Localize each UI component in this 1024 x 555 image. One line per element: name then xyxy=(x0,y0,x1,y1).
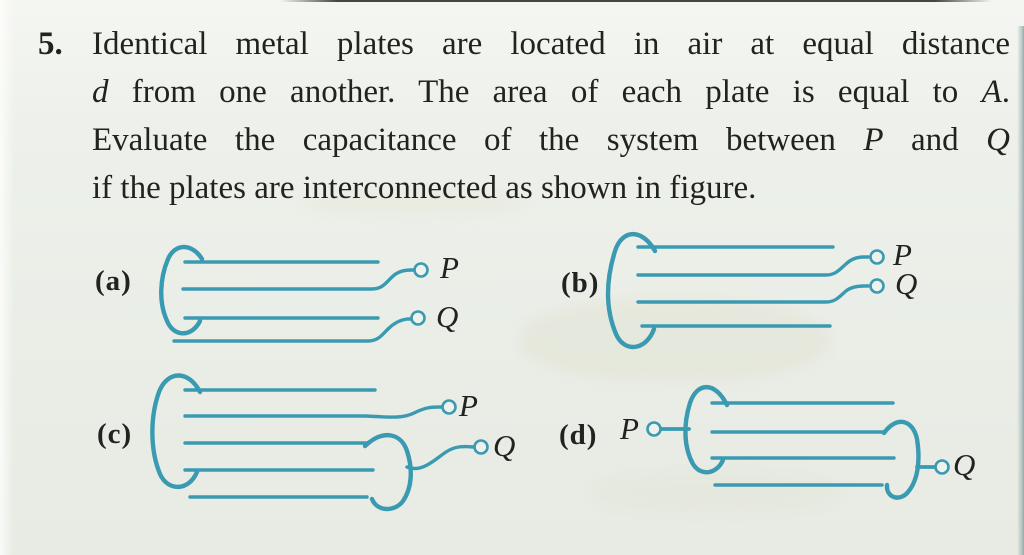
text-segment: from one another. The area of each plate is equal to xyxy=(108,74,982,110)
var-P: P xyxy=(863,122,884,158)
figure-b-label: (b) xyxy=(561,267,600,299)
terminal-q-circle xyxy=(871,280,884,293)
figure-c-drawing xyxy=(152,375,487,509)
figure-d-drawing xyxy=(648,387,949,497)
text-segment: . xyxy=(1001,74,1010,110)
figure-b-drawing xyxy=(608,234,884,347)
connector-arc-right xyxy=(884,422,918,498)
terminal-p-circle xyxy=(415,264,428,277)
plate-4-lead-q xyxy=(174,319,411,341)
var-A: A xyxy=(981,74,1002,110)
figure-d-terminal-q-label: Q xyxy=(953,447,976,482)
connector-arc-left xyxy=(608,234,655,347)
figure-d-label: (d) xyxy=(559,419,598,451)
terminal-q-circle xyxy=(412,312,425,325)
problem-number: 5. xyxy=(38,26,63,62)
figure-a-label: (a) xyxy=(95,265,132,297)
lead-q-wire xyxy=(407,447,473,469)
figure-c-terminal-q-label: Q xyxy=(493,428,516,463)
figure-b-terminal-q-label: Q xyxy=(895,266,918,301)
figure-c-label: (c) xyxy=(97,418,133,450)
figure-d-terminal-p-label: P xyxy=(620,411,639,446)
figure-c-terminal-p-label: P xyxy=(459,388,478,423)
figure-a-drawing xyxy=(161,247,427,341)
terminal-p-circle xyxy=(648,423,661,436)
plate-2-lead-p xyxy=(185,407,441,417)
connector-arc-right xyxy=(365,435,411,509)
var-d: d xyxy=(92,74,109,110)
figure-a-terminal-q-label: Q xyxy=(436,299,459,334)
terminal-p-circle xyxy=(871,251,884,264)
text-segment: if the plates are interconnected as shown in figure. xyxy=(92,170,757,206)
figure-a-terminal-p-label: P xyxy=(440,250,459,285)
terminal-q-circle xyxy=(936,461,949,474)
plate-3-lead-q xyxy=(638,286,868,302)
plate-2-lead-p xyxy=(183,270,414,289)
plate-2-lead-p xyxy=(638,257,868,275)
text-segment: Identical metal plates are located in air at equal distance xyxy=(92,26,1010,62)
var-Q: Q xyxy=(986,122,1010,158)
text-segment: Evaluate the capacitance of the system between xyxy=(92,122,864,158)
text-segment: and xyxy=(883,122,987,158)
terminal-q-circle xyxy=(475,441,488,454)
figure-b-terminal-p-label: P xyxy=(893,237,912,272)
terminal-p-circle xyxy=(443,401,456,414)
